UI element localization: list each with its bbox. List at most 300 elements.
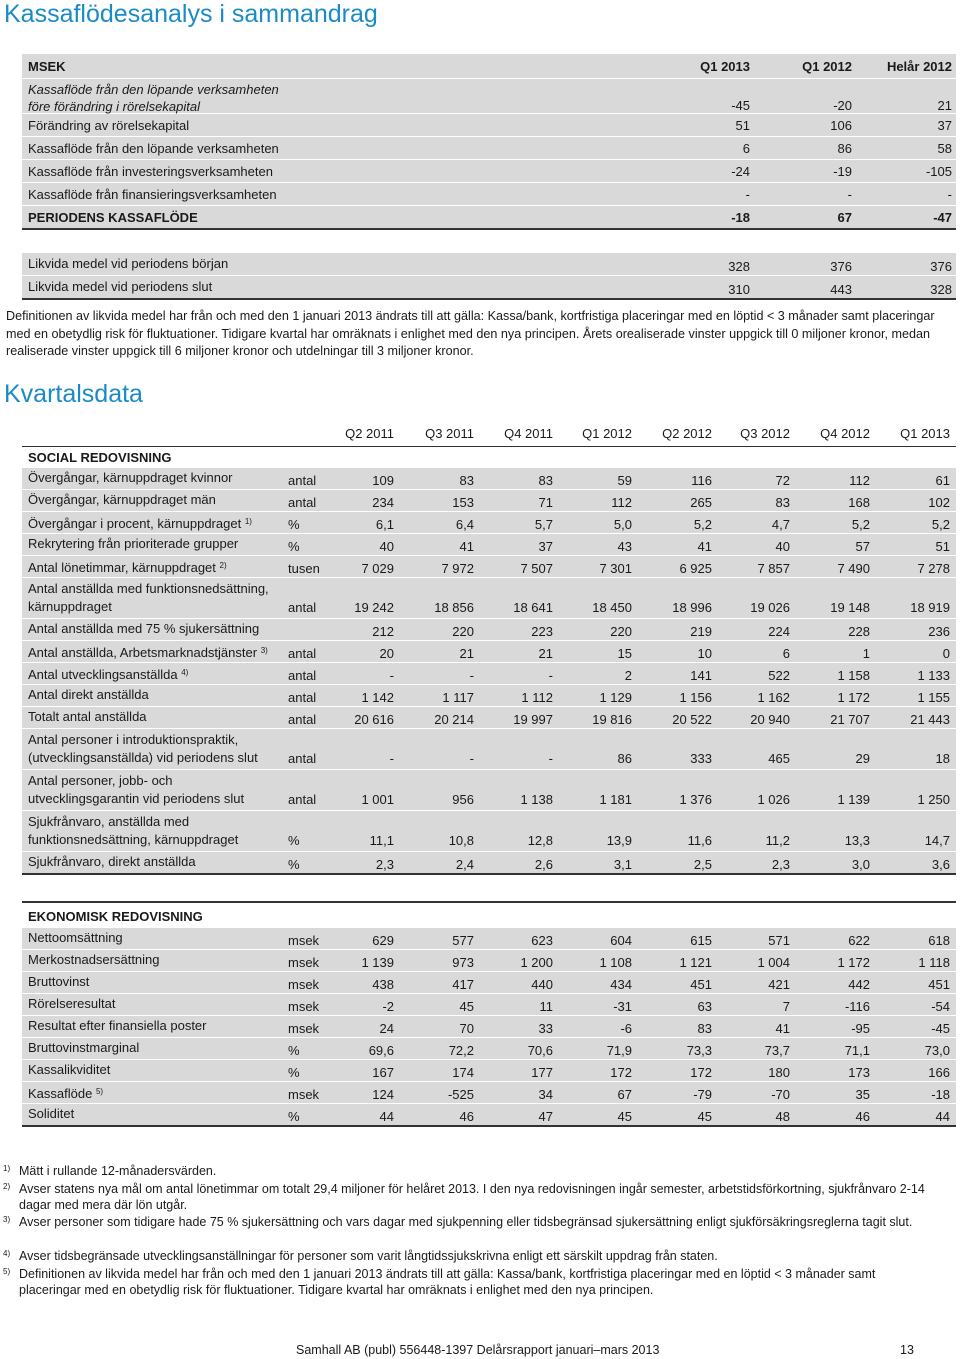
cell: -54 bbox=[931, 999, 950, 1014]
cell: 6,4 bbox=[455, 517, 474, 532]
cell: 21 707 bbox=[830, 712, 870, 727]
cell: 236 bbox=[928, 624, 950, 639]
cell: 2,5 bbox=[693, 857, 712, 872]
cell: 1 155 bbox=[917, 690, 950, 705]
cell: 5,0 bbox=[613, 517, 632, 532]
cell: 174 bbox=[452, 1065, 474, 1080]
cell: -20 bbox=[833, 98, 852, 113]
cell: 956 bbox=[452, 792, 474, 807]
cell: -116 bbox=[844, 999, 870, 1014]
cell: 522 bbox=[768, 668, 790, 683]
cell: 83 bbox=[459, 473, 474, 488]
cell: 14,7 bbox=[924, 833, 950, 848]
cell: 3,6 bbox=[931, 857, 950, 872]
table-row bbox=[22, 512, 956, 534]
cell: 18 bbox=[935, 751, 950, 766]
section-heading-social bbox=[22, 447, 956, 468]
unit: % bbox=[288, 1109, 300, 1124]
cell: 1 139 bbox=[837, 792, 870, 807]
cell: 443 bbox=[830, 282, 852, 297]
cell: 1 162 bbox=[757, 690, 790, 705]
unit: % bbox=[288, 1065, 300, 1080]
cell: 623 bbox=[531, 933, 553, 948]
cell: -24 bbox=[731, 164, 750, 179]
cell: 83 bbox=[697, 1021, 712, 1036]
cell: 29 bbox=[855, 751, 870, 766]
table-row bbox=[22, 852, 956, 875]
cell: 69,6 bbox=[368, 1043, 394, 1058]
table-row bbox=[22, 950, 956, 972]
cell: 19 242 bbox=[354, 600, 394, 615]
page-number: 13 bbox=[900, 1343, 914, 1357]
unit: % bbox=[288, 1043, 300, 1058]
cell: 438 bbox=[372, 977, 394, 992]
cell: 440 bbox=[531, 977, 553, 992]
cell: 112 bbox=[849, 473, 870, 488]
cell: 1 001 bbox=[361, 792, 394, 807]
col-header-q1-2012: Q1 2012 bbox=[802, 59, 852, 74]
cell: 21 bbox=[937, 98, 952, 113]
footnote-text: Mätt i rullande 12-månadersvärden. bbox=[19, 1164, 217, 1178]
row-label: Kassaflöde från finansieringsverksamheten bbox=[28, 187, 277, 202]
cell: 35 bbox=[855, 1087, 870, 1102]
cell: 0 bbox=[942, 646, 950, 661]
cell: 41 bbox=[775, 1021, 790, 1036]
cell: 3,1 bbox=[613, 857, 632, 872]
cell: 180 bbox=[768, 1065, 790, 1080]
cell: 1 200 bbox=[520, 955, 553, 970]
cell: 224 bbox=[768, 624, 790, 639]
cell: 6 bbox=[782, 646, 790, 661]
social-rows bbox=[22, 468, 956, 875]
unit: antal bbox=[288, 751, 317, 766]
cell: 41 bbox=[697, 539, 712, 554]
cell: 18 641 bbox=[513, 600, 553, 615]
cell: 44 bbox=[379, 1109, 394, 1124]
section-heading: EKONOMISK REDOVISNING bbox=[28, 909, 203, 924]
footnote-ref: 1) bbox=[244, 517, 252, 526]
cell: 173 bbox=[848, 1065, 870, 1080]
quarter-header-row bbox=[22, 420, 956, 447]
cell: 5,7 bbox=[534, 517, 553, 532]
row-label: Sjukfrånvaro, anställda med funktionsnedsättning, kärnuppdraget bbox=[28, 814, 239, 847]
row-label: Antal personer i introduktionspraktik, (utvecklingsanställda) vid periodens slut bbox=[28, 732, 258, 765]
cell: 6 bbox=[742, 141, 750, 156]
cell: 7 507 bbox=[520, 561, 553, 576]
cell: 21 bbox=[538, 646, 553, 661]
cell: 12,8 bbox=[527, 833, 553, 848]
cell: 7 972 bbox=[441, 561, 474, 576]
col-header-helar-2012: Helår 2012 bbox=[886, 59, 952, 74]
cell: 1 112 bbox=[521, 690, 553, 705]
cell: 7 bbox=[782, 999, 790, 1014]
unit: msek bbox=[288, 1021, 320, 1036]
cell: 34 bbox=[538, 1087, 553, 1102]
cell: 72 bbox=[775, 473, 790, 488]
col-header: Q2 2012 bbox=[662, 426, 712, 441]
cell: 1 156 bbox=[679, 690, 712, 705]
table-row bbox=[22, 972, 956, 994]
footnote-text: Definitionen av likvida medel har från och med den 1 januari 2013 ändrats till att gälla: Kassa/bank, kortfristiga placeringar med en löptid < 3 månader samt placeringar med en obetydlig risk för fluktuationer. Tidigare kvartal har omräknats i enlighet med den nya principen. bbox=[19, 1267, 876, 1297]
cell: 116 bbox=[691, 473, 712, 488]
econ-rows bbox=[22, 928, 956, 1127]
cell: 7 278 bbox=[917, 561, 950, 576]
cell: 45 bbox=[617, 1109, 632, 1124]
table-row bbox=[22, 707, 956, 729]
col-header: Q3 2012 bbox=[740, 426, 790, 441]
row-label: Antal lönetimmar, kärnuppdraget $^{2)}$ bbox=[28, 560, 227, 575]
unit: antal bbox=[288, 668, 317, 683]
unit: msek bbox=[288, 999, 320, 1014]
cell: 451 bbox=[928, 977, 950, 992]
cell: 46 bbox=[855, 1109, 870, 1124]
row-label: Rekrytering från prioriterade grupper bbox=[28, 536, 239, 551]
cell: -18 bbox=[931, 1087, 950, 1102]
cell: 40 bbox=[379, 539, 394, 554]
cell: 376 bbox=[930, 259, 952, 274]
cell: 434 bbox=[610, 977, 632, 992]
row-label: Antal utvecklingsanställda $^{4)}$ bbox=[28, 667, 189, 682]
cell: 63 bbox=[697, 999, 712, 1014]
cell: 71 bbox=[538, 495, 553, 510]
cell: - bbox=[389, 668, 394, 683]
cell: 109 bbox=[372, 473, 394, 488]
unit: msek bbox=[288, 933, 320, 948]
unit: msek bbox=[288, 955, 320, 970]
cell: 19 816 bbox=[592, 712, 632, 727]
unit: antal bbox=[288, 690, 317, 705]
cell: 153 bbox=[452, 495, 474, 510]
cell: 172 bbox=[690, 1065, 712, 1080]
row-label: Antal direkt anställda bbox=[28, 687, 149, 702]
cell: 102 bbox=[928, 495, 950, 510]
cell: 328 bbox=[930, 282, 952, 297]
footnote-text: Avser personer som tidigare hade 75 % sjukersättning och vars dagar med sjukpenning eller tidsbegränsad sjukersättning enligt sjukförsäkringsreglerna tagit slut. bbox=[19, 1215, 913, 1229]
row-label: Förändring av rörelsekapital bbox=[28, 118, 190, 133]
table-row bbox=[22, 1016, 956, 1038]
cell: 1 121 bbox=[679, 955, 712, 970]
cell: 19 997 bbox=[513, 712, 553, 727]
table-row bbox=[22, 1060, 956, 1082]
cell: 223 bbox=[531, 624, 553, 639]
cell: 46 bbox=[459, 1109, 474, 1124]
table-row bbox=[22, 160, 956, 183]
cell: 106 bbox=[830, 118, 852, 133]
total-row bbox=[22, 206, 956, 230]
table-row bbox=[22, 137, 956, 160]
row-label: Resultat efter finansiella poster bbox=[28, 1018, 207, 1033]
row-label: Antal anställda med 75 % sjukersättning bbox=[28, 621, 260, 636]
cell: - bbox=[389, 751, 394, 766]
cell: 2,3 bbox=[771, 857, 790, 872]
cell: 47 bbox=[538, 1109, 553, 1124]
col-header: Q3 2011 bbox=[425, 426, 474, 441]
cell: 234 bbox=[372, 495, 394, 510]
cell: 417 bbox=[452, 977, 474, 992]
row-label: Totalt antal anställda bbox=[28, 709, 147, 724]
table-row bbox=[22, 685, 956, 707]
col-header: Q1 2013 bbox=[900, 426, 950, 441]
cell: 604 bbox=[610, 933, 632, 948]
cell: 310 bbox=[728, 282, 750, 297]
cashflow-note: Definitionen av likvida medel har från och med den 1 januari 2013 ändrats till att gälla: Kassa/bank, kortfristiga placeringar med en löptid < 3 månader samt placeringar med en obetydlig risk för fluktuationer. Tidigare kvartal har omräknats i enlighet med den nya principen. Årets orealiserade vinster uppgick till 0 miljoner kronor, medan realiserade vinster uppgick till 6 miljoner kronor och utdelningar till 3 miljoner kronor. bbox=[6, 309, 935, 358]
cell: 7 857 bbox=[757, 561, 790, 576]
cell: 7 490 bbox=[837, 561, 870, 576]
cell: -31 bbox=[613, 999, 632, 1014]
footnote-number: 1) bbox=[3, 1164, 11, 1173]
cell: -18 bbox=[731, 210, 750, 225]
footnote-text: Avser statens nya mål om antal lönetimmar om totalt 29,4 miljoner för helåret 2013. I den nya redovisningen ingår semester, arbetstidsförkortning, sjukfrånvaro 2-14 dagar med mera där lön utgår. bbox=[19, 1182, 925, 1212]
unit: antal bbox=[288, 473, 317, 488]
row-label: Merkostnadsersättning bbox=[28, 952, 160, 967]
footnote-ref: 2) bbox=[219, 561, 227, 570]
cell: 1 129 bbox=[599, 690, 632, 705]
row-label: Övergångar i procent, kärnuppdraget $^{1)}$ bbox=[28, 516, 252, 531]
table-row bbox=[22, 1104, 956, 1127]
row-label: Antal anställda med funktionsnedsättning, kärnuppdraget bbox=[28, 581, 269, 614]
footnote-number: 3) bbox=[3, 1215, 11, 1224]
row-label: Bruttovinst bbox=[28, 974, 90, 989]
cell: 124 bbox=[372, 1087, 394, 1102]
col-header: Q4 2011 bbox=[504, 426, 553, 441]
cell: 58 bbox=[937, 141, 952, 156]
cell: - bbox=[469, 751, 474, 766]
cell: 5,2 bbox=[851, 517, 870, 532]
cell: -105 bbox=[925, 164, 952, 179]
row-label: PERIODENS KASSAFLÖDE bbox=[28, 210, 198, 225]
footnote-ref: 5) bbox=[95, 1087, 104, 1096]
cell: 328 bbox=[728, 259, 750, 274]
cell: 1 bbox=[862, 646, 870, 661]
cell: 18 856 bbox=[434, 600, 474, 615]
cell: 220 bbox=[610, 624, 632, 639]
section-heading: SOCIAL REDOVISNING bbox=[28, 450, 172, 465]
cashflow-table bbox=[22, 54, 956, 230]
footer-text: Samhall AB (publ) 556448-1397 Delårsrapport januari–mars 2013 bbox=[296, 1343, 660, 1357]
cell: 465 bbox=[768, 751, 790, 766]
row-label: Nettoomsättning bbox=[28, 930, 123, 945]
cell: 622 bbox=[848, 933, 870, 948]
table-row bbox=[22, 1082, 956, 1104]
unit: antal bbox=[288, 712, 317, 727]
row-label: Övergångar, kärnuppdraget män bbox=[28, 492, 216, 507]
cell: 72,2 bbox=[448, 1043, 474, 1058]
cell: 1 118 bbox=[918, 955, 950, 970]
cell: 2 bbox=[624, 668, 632, 683]
cell: 11,6 bbox=[687, 833, 712, 848]
cell: 13,3 bbox=[844, 833, 870, 848]
row-label: Kassaflöde $^{5)}$ bbox=[28, 1086, 104, 1101]
cell: 11 bbox=[539, 999, 553, 1014]
cell: 24 bbox=[379, 1021, 394, 1036]
cell: 177 bbox=[531, 1065, 553, 1080]
row-label: Soliditet bbox=[28, 1106, 75, 1121]
liquid-funds-table bbox=[22, 253, 956, 300]
row-label: Antal anställda, Arbetsmarknadstjänster $^{3)}$ bbox=[28, 645, 268, 660]
table-row bbox=[22, 114, 956, 137]
unit: antal bbox=[288, 600, 317, 615]
cell: 70 bbox=[459, 1021, 474, 1036]
row-label: Likvida medel vid periodens början bbox=[28, 256, 229, 271]
cell: 71,1 bbox=[844, 1043, 870, 1058]
page-title: Kassaflödesanalys i sammandrag bbox=[4, 0, 378, 28]
cell: 6,1 bbox=[375, 517, 394, 532]
cell: 1 138 bbox=[520, 792, 553, 807]
cell: 19 026 bbox=[750, 600, 790, 615]
cell: 86 bbox=[837, 141, 852, 156]
cell: 11,2 bbox=[765, 833, 790, 848]
cell: 19 148 bbox=[830, 600, 870, 615]
row-label: Övergångar, kärnuppdraget kvinnor bbox=[28, 470, 233, 485]
cell: 333 bbox=[690, 751, 712, 766]
cell: 51 bbox=[735, 118, 750, 133]
cell: - bbox=[947, 187, 952, 202]
cell: 20 616 bbox=[354, 712, 394, 727]
cell: 7 029 bbox=[361, 561, 394, 576]
cell: 615 bbox=[690, 933, 712, 948]
cell: 421 bbox=[768, 977, 790, 992]
cell: 1 158 bbox=[837, 668, 870, 683]
table-row bbox=[22, 994, 956, 1016]
cell: 228 bbox=[848, 624, 870, 639]
table-row bbox=[22, 619, 956, 641]
cell: 2,3 bbox=[375, 857, 394, 872]
cell: 1 133 bbox=[917, 668, 950, 683]
col-header: Q1 2012 bbox=[582, 426, 632, 441]
cell: -45 bbox=[731, 98, 750, 113]
cell: 37 bbox=[538, 539, 553, 554]
footnote-ref: 4) bbox=[181, 668, 189, 677]
cell: 629 bbox=[372, 933, 394, 948]
cell: 45 bbox=[697, 1109, 712, 1124]
unit: antal bbox=[288, 495, 317, 510]
cell: 51 bbox=[935, 539, 950, 554]
table-row bbox=[22, 556, 956, 578]
unit: % bbox=[288, 517, 300, 532]
cell: 442 bbox=[848, 977, 870, 992]
table-row bbox=[22, 534, 956, 556]
spacer bbox=[22, 875, 956, 901]
cell: 13,9 bbox=[606, 833, 632, 848]
table-row bbox=[22, 770, 956, 811]
cell: -79 bbox=[693, 1087, 712, 1102]
cell: 1 139 bbox=[361, 955, 394, 970]
cell: 20 522 bbox=[672, 712, 712, 727]
col-header-q1-2013: Q1 2013 bbox=[700, 59, 750, 74]
table-row bbox=[22, 183, 956, 206]
cell: -47 bbox=[933, 210, 952, 225]
col-header: Q2 2011 bbox=[345, 426, 394, 441]
footnote-text: Avser tidsbegränsade utvecklingsanställningar för personer som varit långtidssjukskrivna enligt ett särskilt uppdrag från staten. bbox=[19, 1249, 718, 1263]
unit: antal bbox=[288, 792, 317, 807]
row-label: Likvida medel vid periodens slut bbox=[28, 279, 213, 294]
cell: 40 bbox=[775, 539, 790, 554]
cell: 71,9 bbox=[606, 1043, 632, 1058]
unit: msek bbox=[288, 977, 320, 992]
table-row bbox=[22, 663, 956, 685]
table-row bbox=[22, 928, 956, 950]
footnote-number: 5) bbox=[3, 1267, 11, 1276]
table-row bbox=[22, 641, 956, 663]
cell: 73,7 bbox=[764, 1043, 790, 1058]
cell: 112 bbox=[611, 495, 632, 510]
row-label: Rörelseresultat bbox=[28, 996, 116, 1011]
footnote-ref: 3) bbox=[260, 646, 268, 655]
cell: 61 bbox=[935, 473, 950, 488]
table-row bbox=[22, 811, 956, 852]
unit: % bbox=[288, 833, 300, 848]
cell: 5,2 bbox=[693, 517, 712, 532]
cell: 1 172 bbox=[837, 955, 870, 970]
cell: 10,8 bbox=[448, 833, 474, 848]
cell: 5,2 bbox=[931, 517, 950, 532]
cell: 3,0 bbox=[851, 857, 870, 872]
cell: 1 142 bbox=[361, 690, 394, 705]
cell: 1 172 bbox=[837, 690, 870, 705]
cell: -45 bbox=[931, 1021, 950, 1036]
cell: 18 919 bbox=[910, 600, 950, 615]
cell: 1 376 bbox=[679, 792, 712, 807]
cell: 1 004 bbox=[757, 955, 790, 970]
cell: 219 bbox=[690, 624, 712, 639]
cell: 212 bbox=[372, 624, 394, 639]
cell: 43 bbox=[617, 539, 632, 554]
cell: 86 bbox=[617, 751, 632, 766]
cell: 4,7 bbox=[771, 517, 790, 532]
cell: -19 bbox=[833, 164, 852, 179]
cell: 20 bbox=[379, 646, 394, 661]
cell: 11,1 bbox=[369, 833, 394, 848]
section-heading-econ bbox=[22, 901, 956, 928]
col-header-msek: MSEK bbox=[28, 59, 66, 74]
cell: 18 450 bbox=[592, 600, 632, 615]
cell: -6 bbox=[620, 1021, 632, 1036]
cashflow-header-row bbox=[22, 54, 956, 79]
cell: 220 bbox=[452, 624, 474, 639]
cell: 376 bbox=[830, 259, 852, 274]
row-label: Kassaflöde från investeringsverksamheten bbox=[28, 164, 273, 179]
section-title: Kvartalsdata bbox=[4, 380, 143, 408]
cell: -70 bbox=[771, 1087, 790, 1102]
cell: 48 bbox=[775, 1109, 790, 1124]
cell: 172 bbox=[610, 1065, 632, 1080]
cell: - bbox=[548, 668, 553, 683]
unit: % bbox=[288, 539, 300, 554]
cell: 168 bbox=[848, 495, 870, 510]
cell: 1 108 bbox=[599, 955, 632, 970]
row-label: Bruttovinstmarginal bbox=[28, 1040, 140, 1055]
cell: 44 bbox=[935, 1109, 950, 1124]
cell: 2,4 bbox=[455, 857, 474, 872]
cell: 451 bbox=[690, 977, 712, 992]
cell: 167 bbox=[372, 1065, 394, 1080]
cell: 166 bbox=[928, 1065, 950, 1080]
unit: % bbox=[288, 857, 300, 872]
cell: 577 bbox=[452, 933, 474, 948]
cell: 83 bbox=[775, 495, 790, 510]
cell: 33 bbox=[538, 1021, 553, 1036]
cell: - bbox=[745, 187, 750, 202]
row-label: Antal personer, jobb- och utvecklingsgarantin vid periodens slut bbox=[28, 773, 245, 806]
cell: 67 bbox=[837, 210, 852, 225]
quarterly-table bbox=[22, 420, 956, 1127]
col-header: Q4 2012 bbox=[820, 426, 870, 441]
table-row bbox=[22, 729, 956, 770]
table-row bbox=[22, 276, 956, 300]
row-label: Kassaflöde från den löpande verksamheten bbox=[28, 141, 279, 156]
unit: tusen bbox=[288, 561, 320, 576]
table-row bbox=[22, 578, 956, 619]
